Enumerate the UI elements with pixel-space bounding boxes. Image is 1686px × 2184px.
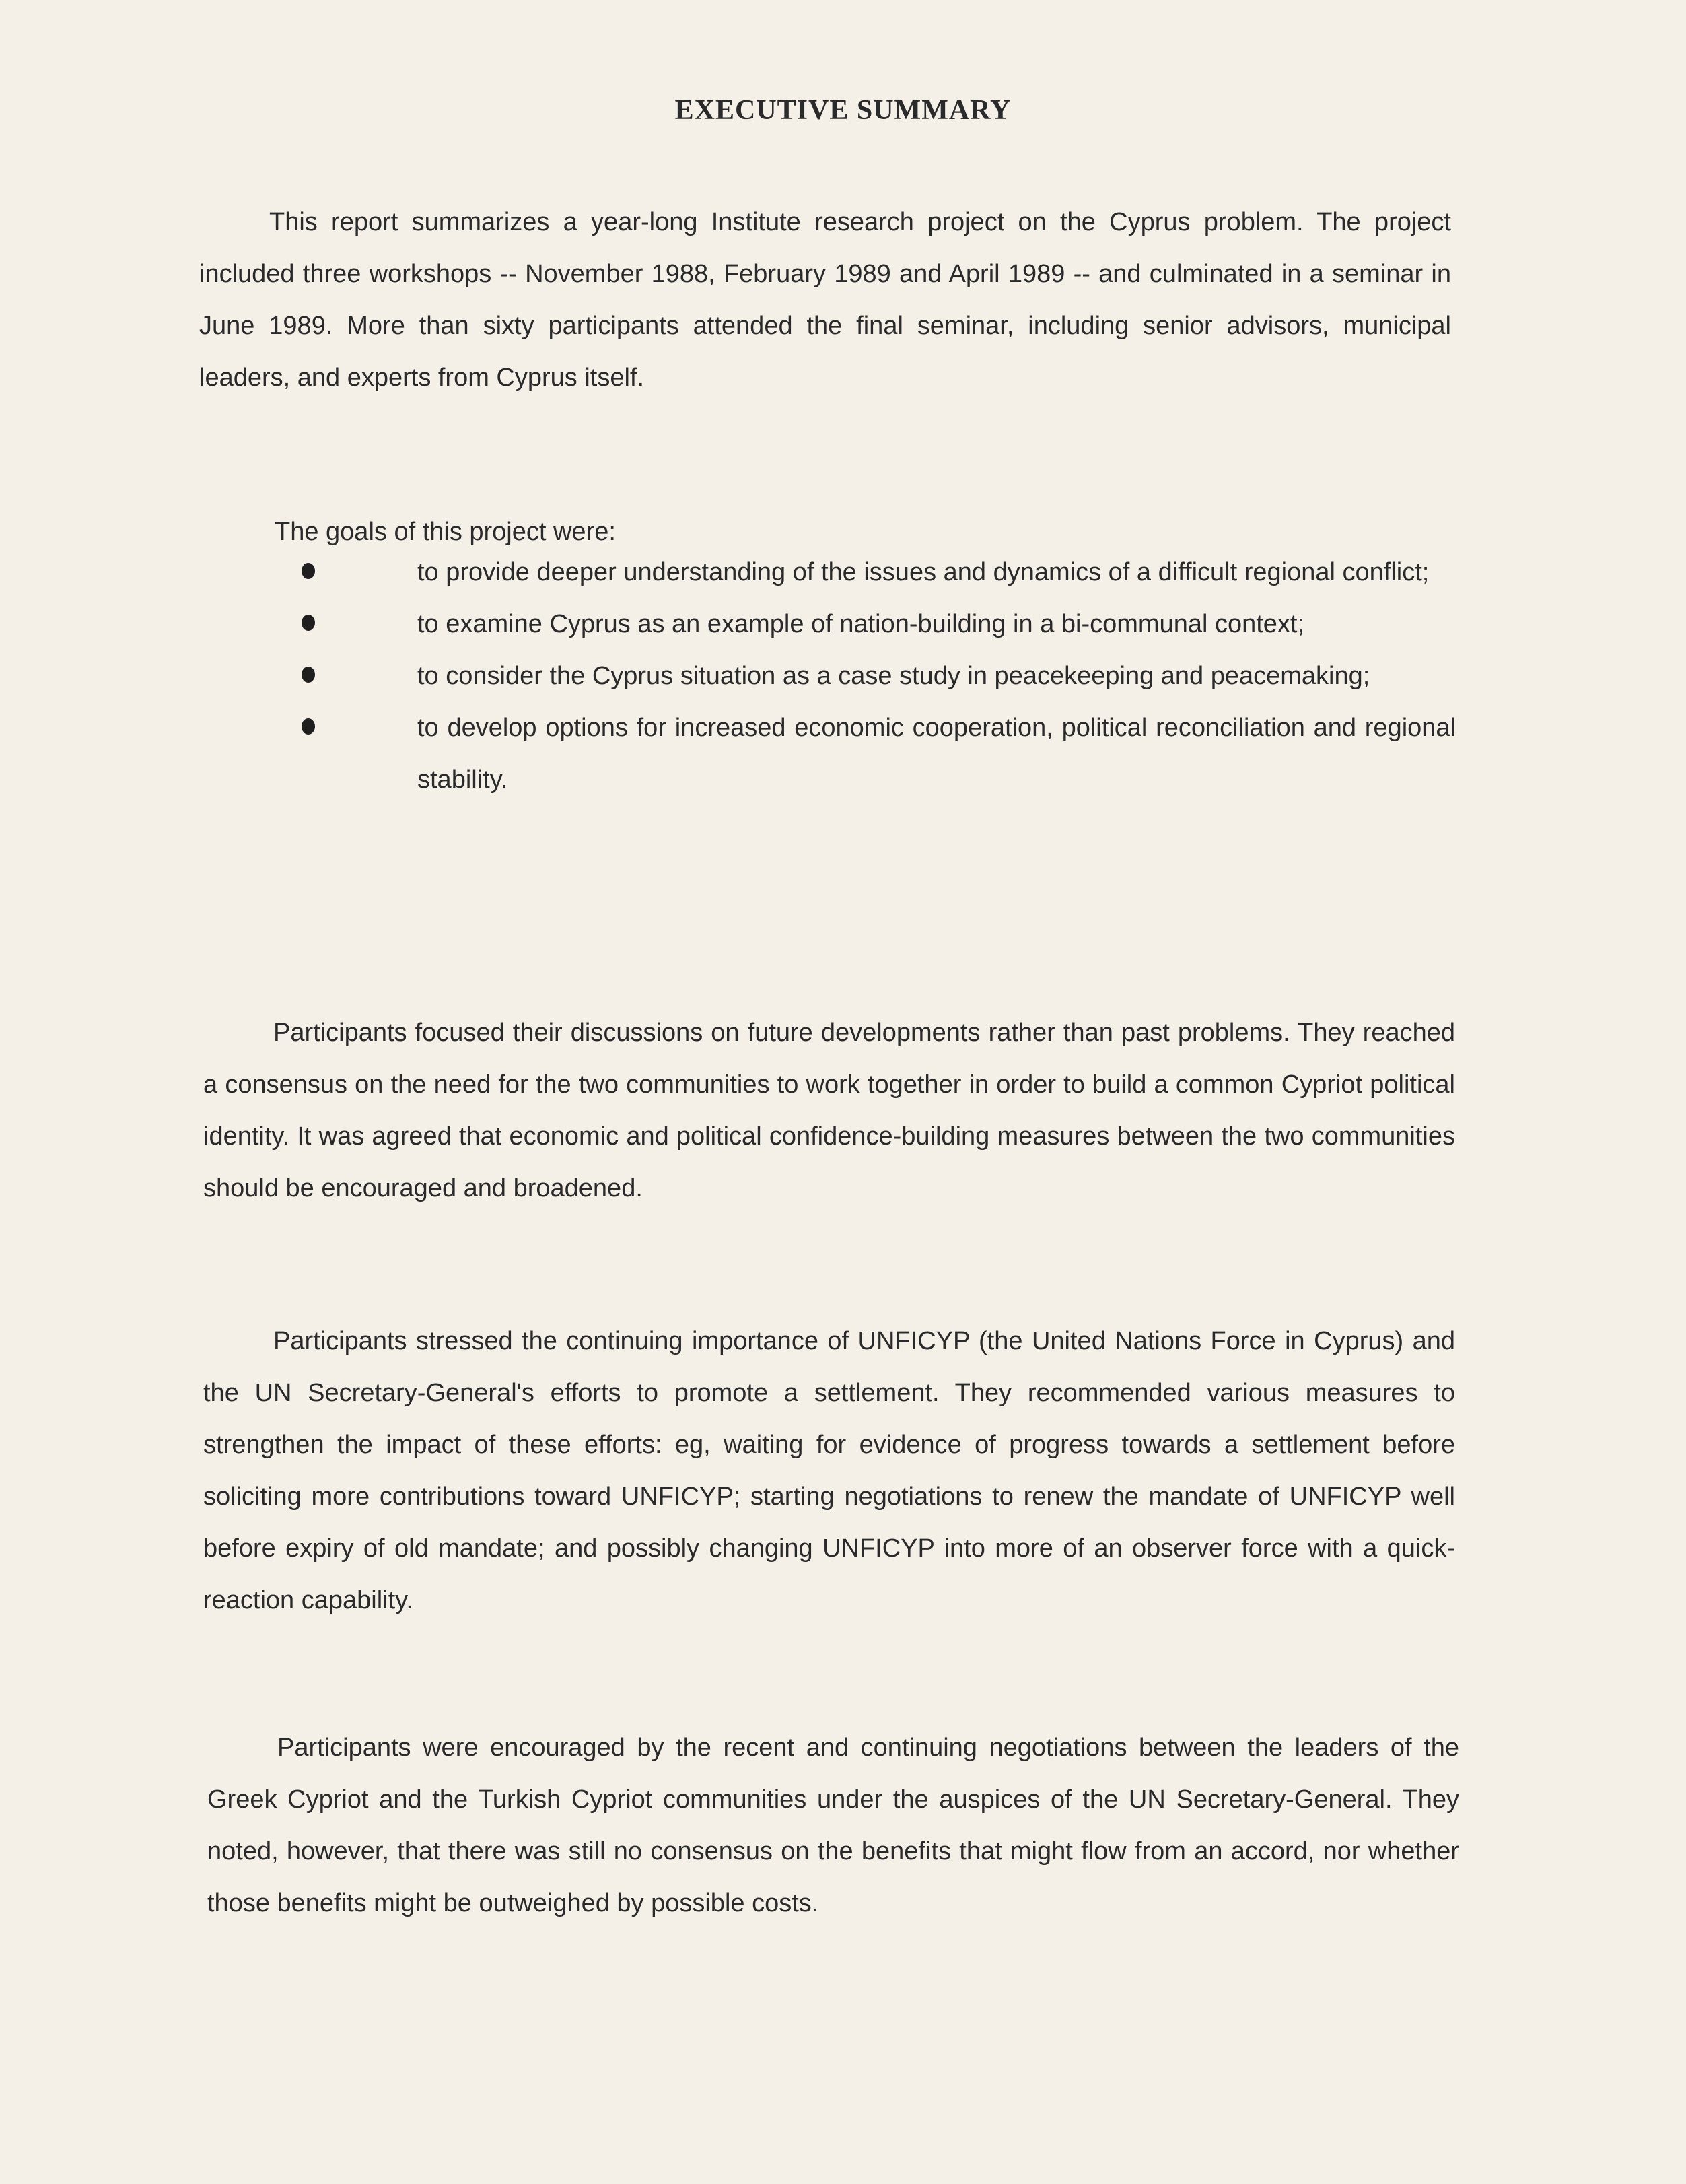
- goal-text: to develop options for increased economic cooperation, political reconciliation and regional stability.: [417, 714, 1456, 794]
- goal-text: to provide deeper understanding of the issues and dynamics of a difficult regional conflict;: [417, 558, 1430, 586]
- unficyp-paragraph: [203, 1316, 1455, 1627]
- goals-list: [302, 547, 1456, 806]
- goals-intro: The goals of this project were:: [275, 518, 616, 546]
- list-item: [302, 599, 1456, 650]
- intro-paragraph: [199, 197, 1451, 404]
- discussions-paragraph-text: Participants focused their discussions on future developments rather than past problems. They reached a consensus on the need for the two communities to work together in order to build a common Cypriot political identity. It was agreed that economic and political confidence-building measures between the two communities should be encouraged and broadened.: [203, 1019, 1455, 1202]
- discussions-paragraph: [203, 1007, 1455, 1215]
- negotiations-paragraph: [207, 1722, 1459, 1930]
- page-title: EXECUTIVE SUMMARY: [674, 95, 1012, 126]
- unficyp-paragraph-text: Participants stressed the continuing importance of UNFICYP (the United Nations Force in Cyprus) and the UN Secretary-General's efforts to promote a settlement. They recommended various measures to strengthen the impact of these efforts: eg, waiting for evidence of progress towards a settlement before soliciting more contributions toward UNFICYP; starting negotiations to renew the mandate of UNFICYP well before expiry of old mandate; and possibly changing UNFICYP into more of an observer force with a quick-reaction capability.: [203, 1327, 1455, 1614]
- list-item: [302, 547, 1456, 599]
- intro-paragraph-text: This report summarizes a year-long Institute research project on the Cyprus problem. The project included three workshops -- November 1988, February 1989 and April 1989 -- and culminated in a seminar in June 1989. More than sixty participants attended the final seminar, including senior advisors, municipal leaders, and experts from Cyprus itself.: [199, 208, 1451, 392]
- bullet-icon: [302, 615, 315, 631]
- goal-text: to examine Cyprus as an example of nation-building in a bi-communal context;: [417, 610, 1305, 638]
- goal-text: to consider the Cyprus situation as a case study in peacekeeping and peacemaking;: [417, 662, 1370, 690]
- list-item: [302, 650, 1456, 702]
- negotiations-paragraph-text: Participants were encouraged by the recent and continuing negotiations between the leaders of the Greek Cypriot and the Turkish Cypriot communities under the auspices of the UN Secretary-General. They noted, however, that there was still no consensus on the benefits that might flow from an accord, nor whether those benefits might be outweighed by possible costs.: [207, 1734, 1459, 1917]
- bullet-icon: [302, 718, 315, 735]
- bullet-icon: [302, 667, 315, 683]
- bullet-icon: [302, 563, 315, 579]
- list-item: [302, 702, 1456, 806]
